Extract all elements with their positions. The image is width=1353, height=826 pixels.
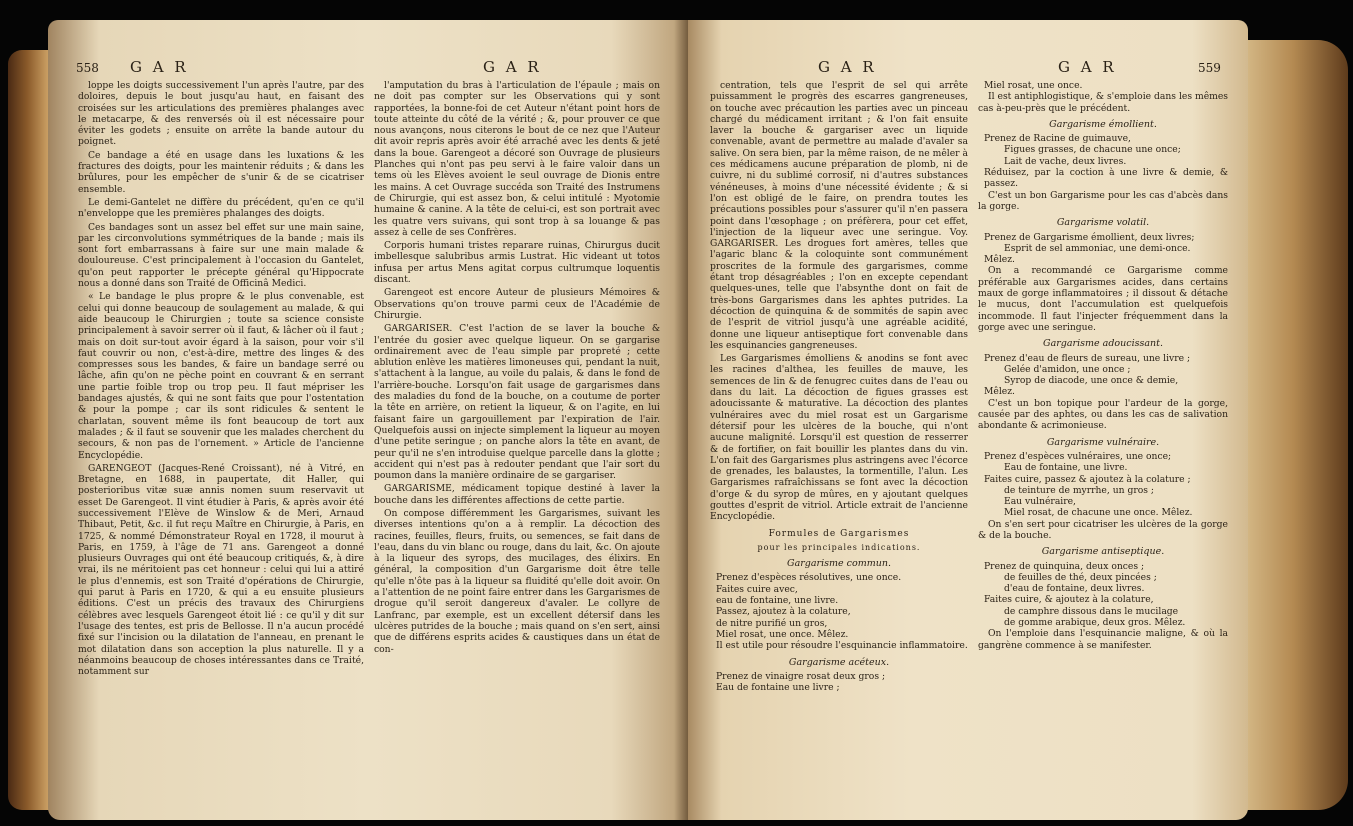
formula-2-title: Gargarisme acéteux. — [788, 656, 890, 668]
paragraph: centration, tels que l'esprit de sel qui arrête puissamment le progrès des escarres gangreneuses, on touche avec précaution les parties avec un pinceau chargé du médicament irritant ; & l'on fait ensuite laver la bouche & gargariser avec un liquide convenable, avant de permettre au malade d'avaler sa salive. On sera bien, par la même raison, de ne mêler à ces médicamens aucune préparation de plomb, ni de cuivre, ni du sublimé corrosif, ni d'autres substances vénéneuses, à moins d'une nécessité évidente ; & si l'on est obligé de le faire, on prendra toutes les précautions possibles pour s'assurer qu'il n'en passera point dans l'œsophage ; on préfèrera, pour cet effet, l'injection de la liqueur avec une seringue. Voy. GARGARISER. Les drogues fort amères, telles que l'agaric blanc & la coloquinte sont communément proscrites de la formule des gargarismes, comme étant trop désagréables ; l'on en excepte cependant quelques-unes, telle que l'absynthe dont on fait de très-bons Gargarismes dans les aphtes putrides. La décoction de quinquina & de sommités de sapin avec de l'esprit de vitriol jusqu'à une agréable acidité, donne une liqueur antiseptique fort convenable dans les esquinancies gangreneuses. — [710, 80, 968, 351]
formula-line: Eau de fontaine, une livre. — [1004, 462, 1128, 474]
paragraph: Miel rosat, une once. Mêlez. — [716, 628, 849, 640]
paragraph: Eau de fontaine une livre ; — [716, 682, 840, 694]
paragraph: On s'en sert pour cicatriser les ulcères de la gorge & de la bouche. — [978, 518, 1228, 541]
left-column-2 — [374, 80, 660, 810]
paragraph: « Le bandage le plus propre & le plus convenable, est celui qui donne beaucoup de soulagement au malade, & qui aide beaucoup le Chirurgien ; toute sa science consiste principalement à savoir serrer où il faut, & lâcher où il faut ; mais on doit sur-tout avoir égard à la saison, pour voir s'il faut couvrir ou non, c'est-à-dire, mettre des linges & des compresses sous les bandes, & faire un bandage serré ou lâche, afin qu'on ne pèche point en couvrant & en serrant une partie foible trop ou trop peu. Il faut mépriser les bandages ajustés, & qui ne sont faits que pour l'ostentation & pour la pompe ; car ils sont ridicules & sentent le charlatan, souvent même ils font beaucoup de tort aux malades ; & il faut se souvenir que les malades cherchent du secours, & non pas de l'ornement. » Article de l'ancienne Encyclopédie. — [78, 291, 364, 461]
paragraph: On a recommandé ce Gargarisme comme préférable aux Gargarismes acides, dans certains maux de gorge inflammatoires ; il dissout & détache le mucus, dont l'accumulation est quelquefois incommode. Il faut l'injecter fréquemment dans la gorge avec une seringue. — [978, 265, 1228, 333]
paragraph: Passez, ajoutez à la colature, — [716, 606, 851, 618]
formula-line: d'eau de fontaine, deux livres. — [1004, 583, 1145, 595]
formula-line: Miel rosat, une once. — [984, 80, 1083, 91]
formula-line: de camphre dissous dans le mucilage — [1004, 605, 1179, 617]
paragraph: de nitre purifié un gros, — [716, 617, 828, 629]
paragraph: Corporis humani tristes reparare ruinas, Chirurgus ducit imbellesque salubribus armis Lustrat. Hic videant ut totos infusa per artus Mens agitat corpus cultrumque loquentis discant. — [374, 240, 660, 286]
formula-line: Prenez d'espèces vulnéraires, une once; — [984, 450, 1172, 462]
paragraph: C'est un bon Gargarisme pour les cas d'abcès dans la gorge. — [978, 189, 1228, 212]
formula-title: Gargarisme émollient. — [1049, 118, 1157, 130]
paragraph: eau de fontaine, une livre. — [716, 595, 839, 607]
paragraph: GARENGEOT (Jacques-René Croissant), né à Vitré, en Bretagne, en 1688, in paupertate, dit Haller, qui posterioribus vitæ suæ annis nomen suum reservavit ut esset De Garengeot. Il vint étudier à Paris, & après avoir été successivement l'Elève de Winslow & de Meri, Arnaud Thibaut, Petit, &c. il fut reçu Maître en Chirurgie, à Paris, en 1725, & nommé Démonstrateur Royal en 1728, il mourut à Paris, en 1759, à l'âge de 71 ans. Garengeot a donné plusieurs Ouvrages qui ont été beaucoup critiqués, &, à dire vrai, ils ne méritoient pas cet honneur : celui qui lui a attiré le plus d'ennemis, est son Traité d'opérations de Chirurgie, qui parut à Paris en 1720, & qui a eu ensuite plusieurs éditions. C'est un précis des travaux des Chirurgiens célèbres avec lesquels Garengeot étoit lié : ce qu'il y dit sur l'usage des tentes, est pris de Bellosse. Il n'a aucun procédé fixé sur l'incision ou la dilatation de l'anneau, en prenant le mot dilatation dans son acception la plus naturelle. Il y a néanmoins beaucoup de choses intéressantes dans ce Traité, notamment sur — [78, 462, 364, 678]
left-running-head-1: G A R — [130, 58, 189, 76]
paragraph: Prenez de vinaigre rosat deux gros ; — [716, 670, 886, 682]
paragraph: Il est antiphlogistique, & s'emploie dans les mêmes cas à-peu-près que le précédent. — [978, 91, 1228, 114]
formula-title: Gargarisme volatil. — [1056, 217, 1150, 229]
paragraph: GARGARISME, médicament topique destiné à laver la bouche dans les différentes affections de cette partie. — [374, 483, 660, 506]
right-column-1 — [710, 80, 968, 810]
right-page-number: 559 — [1198, 61, 1221, 75]
paragraph: On l'emploie dans l'esquinancie maligne, & où la gangrène commence à se manifester. — [978, 628, 1228, 651]
formula-line: Gelée d'amidon, une once ; — [1004, 363, 1131, 375]
formula-line: Faites cuire, passez & ajoutez à la colature ; — [984, 473, 1191, 485]
formula-line: Réduisez, par la coction à une livre & demie, & passez. — [984, 167, 1228, 190]
formula-line: Eau vulnéraire, — [1004, 496, 1076, 508]
paragraph: C'est un bon topique pour l'ardeur de la gorge, causée par des aphtes, ou dans les cas de salivation abondante & acrimonieuse. — [978, 397, 1228, 432]
formula-line: Prenez de quinquina, deux onces ; — [984, 560, 1145, 572]
left-page — [48, 20, 688, 820]
paragraph: Ces bandages sont un assez bel effet sur une main saine, par les circonvolutions symmétriques de la bande ; mais ils sont fort embarrassans à faire sur une main malade & douloureuse. C'est principalement à l'occasion du Gantelet, qu'on peut rapporter le précepte général qu'Hippocrate nous a donné dans son Traité de Officinâ Medici. — [78, 221, 364, 290]
paragraph: loppe les doigts successivement l'un après l'autre, par des doloires, depuis le bout jusqu'au haut, en faisant des croisées sur les articulations des premières phalanges avec le metacarpe, & des renversés où il est nécessaire pour éviter les godets ; ensuite on arrête la bande autour du poignet. — [78, 80, 364, 148]
formula-line: Esprit de sel ammoniac, une demi-once. — [1004, 242, 1191, 254]
paragraph: On compose différemment les Gargarismes, suivant les diverses intentions qu'on a à remplir. La décoction des racines, feuilles, fleurs, fruits, ou semences, se fait dans de l'eau, dans du vin blanc ou rouge, dans du lait, &c. On ajoute à la liqueur des syrops, des mucilages, des élixirs. En général, la composition d'un Gargarisme doit être telle qu'elle n'ôte pas à la liqueur sa fluidité qu'elle doit avoir. On a l'attention de ne point faire entrer dans les Gargarismes de drogue qu'il seroit dangereux d'avaler. Le collyre de Lanfranc, par exemple, est un excellent détersif dans les ulcères putrides de la bouche ; mais quand on s'en sert, ainsi que de différens esprits acides & caustiques dans un état de con- — [374, 507, 660, 655]
paragraph: l'amputation du bras à l'articulation de l'épaule ; mais on ne doit pas compter sur les Observations qui y sont rapportées, la bonne-foi de cet Auteur n'étant point hors de toute atteinte du côté de la vérité ; &, pour prouver ce que nous avançons, nous citerons le bout de ce nez que l'Auteur dit avoir repris après avoir été arraché avec les dents & jeté dans la boue. Garengeot a décoré son Ouvrage de plusieurs Planches qui n'ont pas peu servi à le faire valoir dans un tems où les Elèves avoient le seul ouvrage de Dionis entre les mains. A cet Ouvrage succéda son Traité des Instrumens de Chirurgie, qui est assez bon, & celui intitulé : Myotomie humaine & canine. A la tête de celui-ci, est son portrait avec les quatre vers suivans, qui sont trop à sa louange & pas assez à celle de ses Confrères. — [374, 80, 660, 238]
right-running-head-1: G A R — [818, 58, 877, 76]
paragraph: Faites cuire avec, — [716, 583, 798, 595]
paragraph: Les Gargarismes émolliens & anodins se font avec les racines d'althea, les feuilles de mauve, les semences de lin & de fenugrec cuites dans de l'eau ou dans du lait. La décoction de figues grasses est adoucissante & maturative. La décoction des plantes vulnéraires avec du miel rosat est un Gargarisme détersif pour les ulcères de la bouche, qui n'ont aucune malignité. Lorsqu'il est question de resserrer & de fortifier, on fait bouillir les plantes dans du vin. L'on fait des Gargarismes plus astringens avec l'écorce de grenades, les balaustes, la tormentille, l'alun. Les Gargarismes rafraîchissans se font avec la décoction d'orge & du syrop de mûres, en y ajoutant quelques gouttes d'esprit de vitriol. Article extrait de l'ancienne Encyclopédie. — [710, 353, 968, 523]
right-column-2 — [978, 80, 1228, 810]
formula-title: Gargarisme antiseptique. — [1041, 546, 1165, 558]
paragraph: Ce bandage a été en usage dans les luxations & les fractures des doigts, pour les maintenir réduits ; & dans les brûlures, pour les empêcher de s'unir & de se cicatriser ensemble. — [78, 149, 364, 195]
paragraph: Garengeot est encore Auteur de plusieurs Mémoires & Observations qu'on trouve parmi ceux de l'Académie de Chirurgie. — [374, 287, 660, 321]
formula-line: de teinture de myrrhe, un gros ; — [1004, 484, 1154, 496]
left-column-1 — [78, 80, 364, 810]
formula-line: Mêlez. — [984, 254, 1015, 266]
paragraph: Prenez d'espèces résolutives, une once. — [716, 572, 902, 584]
right-page — [688, 20, 1248, 820]
formula-title: Gargarisme vulnéraire. — [1046, 436, 1160, 448]
formula-line: Prenez d'eau de fleurs de sureau, une livre ; — [984, 352, 1191, 364]
formula-line: Miel rosat, de chacune une once. Mêlez. — [1004, 507, 1193, 519]
paragraph: Le demi-Gantelet ne diffère du précédent, qu'en ce qu'il n'enveloppe que les premières phalanges des doigts. — [78, 196, 364, 220]
formulas-title: Formules de Gargarismes — [768, 528, 910, 539]
formula-line: de gomme arabique, deux gros. Mêlez. — [1004, 617, 1186, 629]
formula-line: de feuilles de thé, deux pincées ; — [1004, 571, 1157, 583]
left-running-head-2: G A R — [483, 58, 542, 76]
right-running-head-2: G A R — [1058, 58, 1117, 76]
left-page-number: 558 — [76, 61, 99, 75]
formula-line: Lait de vache, deux livres. — [1004, 155, 1127, 167]
formula-line: Prenez de Racine de guimauve, — [984, 133, 1131, 145]
formula-line: Prenez de Gargarisme émollient, deux livres; — [984, 231, 1195, 243]
formula-line: Faites cuire, & ajoutez à la colature, — [984, 594, 1154, 606]
paragraph: Il est utile pour résoudre l'esquinancie inflammatoire. — [716, 640, 968, 652]
open-book — [8, 20, 1348, 820]
formulas-subtitle: pour les principales indications. — [757, 542, 921, 552]
paragraph: GARGARISER. C'est l'action de se laver la bouche & l'entrée du gosier avec quelque liqueur. On se gargarise ordinairement avec de l'eau simple par propreté ; cette ablution enlève les matières limoneuses qui, pendant la nuit, s'attachent à la langue, au voile du palais, & dans le fond de l'arrière-bouche. Lorsqu'on fait usage de gargarismes dans des maladies du fond de la bouche, on a coutume de porter la tête en arrière, on retient la liqueur, & on l'agite, en lui faisant faire un gargouillement par l'expiration de l'air. Quelquefois aussi on injecte simplement la liqueur au moyen d'une petite seringue ; on panche alors la tête en avant, de peur qu'il ne s'en introduise quelque parcelle dans la glotte ; accident qui n'est pas à redouter pendant que l'air sort du poumon dans la manière ordinaire de se gargariser. — [374, 323, 660, 482]
formula-line: Syrop de diacode, une once & demie, — [1004, 375, 1179, 387]
book-edge-right — [1238, 40, 1348, 810]
formula-1-title: Gargarisme commun. — [787, 558, 891, 570]
formula-title: Gargarisme adoucissant. — [1043, 338, 1163, 350]
formula-line: Mêlez. — [984, 386, 1015, 398]
formula-line: Figues grasses, de chacune une once; — [1004, 144, 1181, 156]
